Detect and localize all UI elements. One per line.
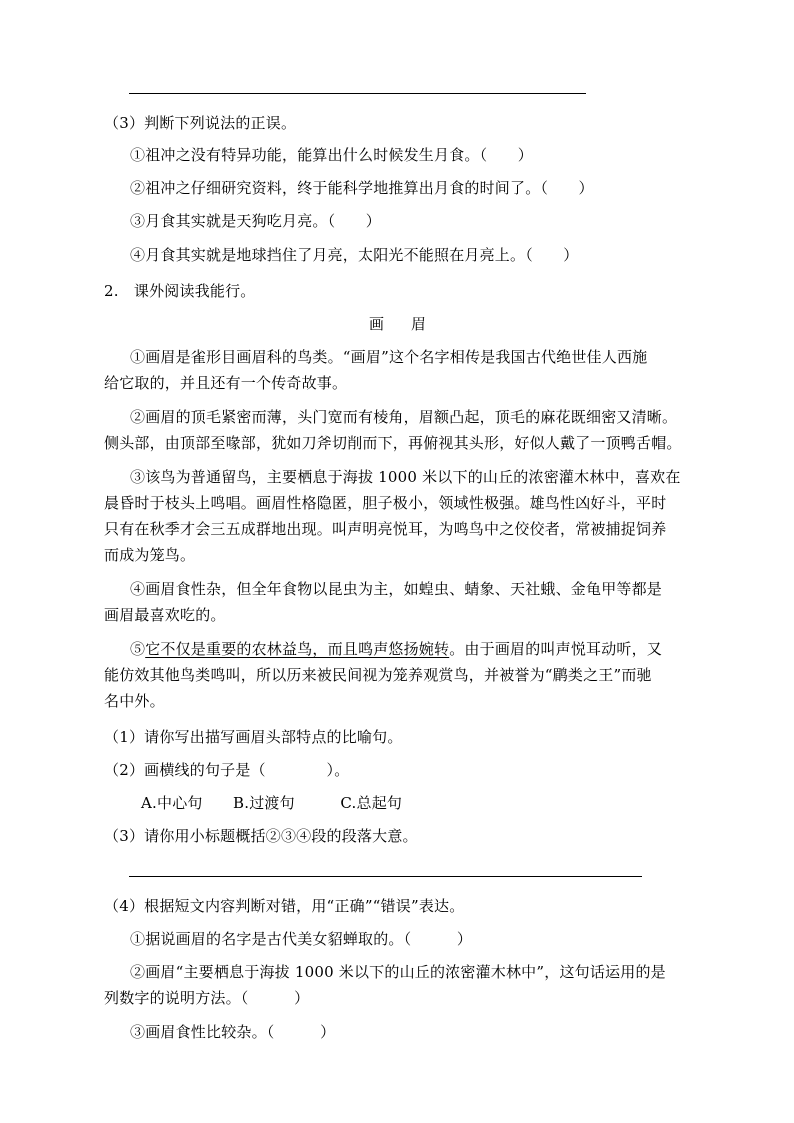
paragraph-1-line-2: 给它取的，并且还有一个传奇故事。	[104, 374, 348, 392]
q4-item-1: ①据说画眉的名字是古代美女貂蝉取的。（ ）	[130, 930, 473, 948]
article-title-char-2: 眉	[411, 315, 427, 333]
paragraph-5-line-3: 名中外。	[104, 692, 165, 710]
underlined-sentence: 它不仅是重要的农林益鸟，而且鸣声悠扬婉转	[145, 640, 450, 658]
paragraph-3-line-1: ③该鸟为普通留鸟，主要栖息于海拔 1000 米以下的山丘的浓密灌木林中，喜欢在	[130, 468, 681, 486]
question-2: （2）画横线的句子是（ ）。	[104, 761, 350, 779]
q4-item-3: ③画眉食性比较杂。（ ）	[130, 1023, 336, 1041]
question-4: （4）根据短文内容判断对错，用“正确”“错误”表达。	[104, 897, 465, 915]
judgement-item-3: ③月食其实就是天狗吃月亮。（ ）	[130, 212, 381, 230]
paragraph-5-line-2: 能仿效其他鸟类鸣叫，所以历来被民间视为笼养观赏鸟，并被誉为“鹛类之王”而驰	[104, 666, 652, 684]
article-title	[369, 314, 426, 334]
question-3-heading: （3）判断下列说法的正误。	[104, 114, 297, 132]
question-2-options: A.中心句 B.过渡句 C.总起句	[141, 794, 403, 812]
question-3: （3）请你用小标题概括②③④段的段落大意。	[104, 827, 418, 845]
question-1: （1）请你写出描写画眉头部特点的比喻句。	[104, 728, 403, 746]
paragraph-1-line-1: ①画眉是雀形目画眉科的鸟类。“画眉”这个名字相传是我国古代绝世佳人西施	[130, 348, 648, 366]
paragraph-5-rest: 。由于画眉的叫声悦耳动听，又	[449, 640, 663, 658]
paragraph-2-line-1: ②画眉的顶毛紧密而薄，头门宽而有棱角，眉额凸起，顶毛的麻花既细密又清晰。	[130, 408, 678, 426]
q4-item-2-line-2: 列数字的说明方法。（ ）	[104, 989, 310, 1007]
answer-line-top	[129, 93, 586, 94]
judgement-item-4: ④月食其实就是地球挡住了月亮，太阳光不能照在月亮上。（ ）	[130, 246, 579, 264]
paragraph-3-line-2: 晨昏时于枝头上鸣唱。画眉性格隐匿，胆子极小，领域性极强。雄鸟性凶好斗，平时	[104, 494, 667, 512]
judgement-item-2: ②祖冲之仔细研究资料，终于能科学地推算出月食的时间了。（ ）	[130, 179, 594, 197]
article-title-char-1: 画	[369, 315, 385, 333]
paragraph-2-line-2: 侧头部，由顶部至喙部，犹如刀斧切削而下，再俯视其头形，好似人戴了一顶鸭舌帽。	[104, 434, 682, 452]
answer-line-q3	[129, 876, 642, 877]
paragraph-4-line-1: ④画眉食性杂，但全年食物以昆虫为主，如蝗虫、蜻象、天社蛾、金龟甲等都是	[130, 580, 663, 598]
paragraph-3-line-3: 只有在秋季才会三五成群地出现。叫声明亮悦耳，为鸣鸟中之佼佼者，常被捕捉饲养	[104, 520, 667, 538]
paragraph-3-line-4: 而成为笼鸟。	[104, 546, 196, 564]
paragraph-5-number: ⑤	[130, 640, 146, 658]
judgement-item-1: ①祖冲之没有特异功能，能算出什么时候发生月食。（ ）	[130, 146, 533, 164]
section-2-heading: 2. 课外阅读我能行。	[104, 282, 256, 300]
paragraph-4-line-2: 画眉最喜欢吃的。	[104, 606, 226, 624]
q4-item-2-line-1: ②画眉“主要栖息于海拔 1000 米以下的山丘的浓密灌木林中”，这句话运用的是	[130, 963, 666, 981]
paragraph-5-line-1	[130, 639, 662, 659]
